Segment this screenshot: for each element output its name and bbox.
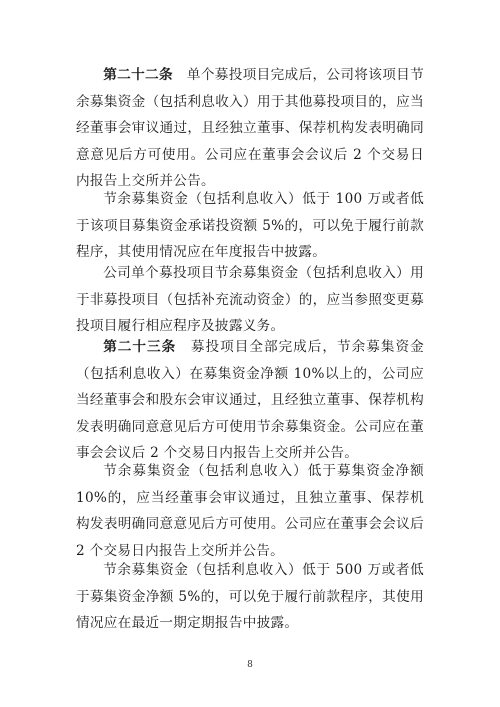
paragraph-text: 节余募集资金（包括利息收入）低于 500 万或者低于募集资金净额 5%的，可以免于履行前款程序，其使用情况应在最近一期定期报告中披露。 <box>76 562 424 631</box>
paragraph-article-22 <box>76 62 424 195</box>
paragraph-text: 节余募集资金（包括利息收入）低于 100 万或者低于该项目募集资金承诺投资额 5%的，可以免于履行前款程序，其使用情况应在年度报告中披露。 <box>76 191 424 260</box>
page-number: 8 <box>247 660 253 670</box>
paragraph-text: 公司单个募投项目节余募集资金（包括利息收入）用于非募投项目（包括补充流动资金）的，应当参照变更募投项目履行相应程序及披露义务。 <box>76 265 424 334</box>
paragraph-text: 节余募集资金（包括利息收入）低于募集资金净额 10%的，应当经董事会审议通过，且独立董事、保荐机构发表明确同意意见后方可使用。公司应在董事会会议后 2 个交易日内报告上交所并公告。 <box>76 463 424 559</box>
article-heading: 第二十三条 <box>103 339 177 355</box>
paragraph-text: 单个募投项目完成后，公司将该项目节余募集资金（包括利息收入）用于其他募投项目的，应当经董事会审议通过，且经独立董事、保荐机构发表明确同意意见后方可使用。公司应在董事会会议后 2 个交易日内报告上交所并公告。 <box>76 67 425 189</box>
paragraph-article-23 <box>76 334 424 467</box>
article-heading: 第二十二条 <box>103 67 173 83</box>
paragraph-text: 募投项目全部完成后，节余募集资金（包括利息收入）在募集资金净额 10%以上的，公司应当经董事会和股东会审议通过，且经独立董事、保荐机构发表明确同意意见后方可使用节余募集资金。公司应在董事会会议后 2 个交易日内报告上交所并公告。 <box>76 339 424 461</box>
